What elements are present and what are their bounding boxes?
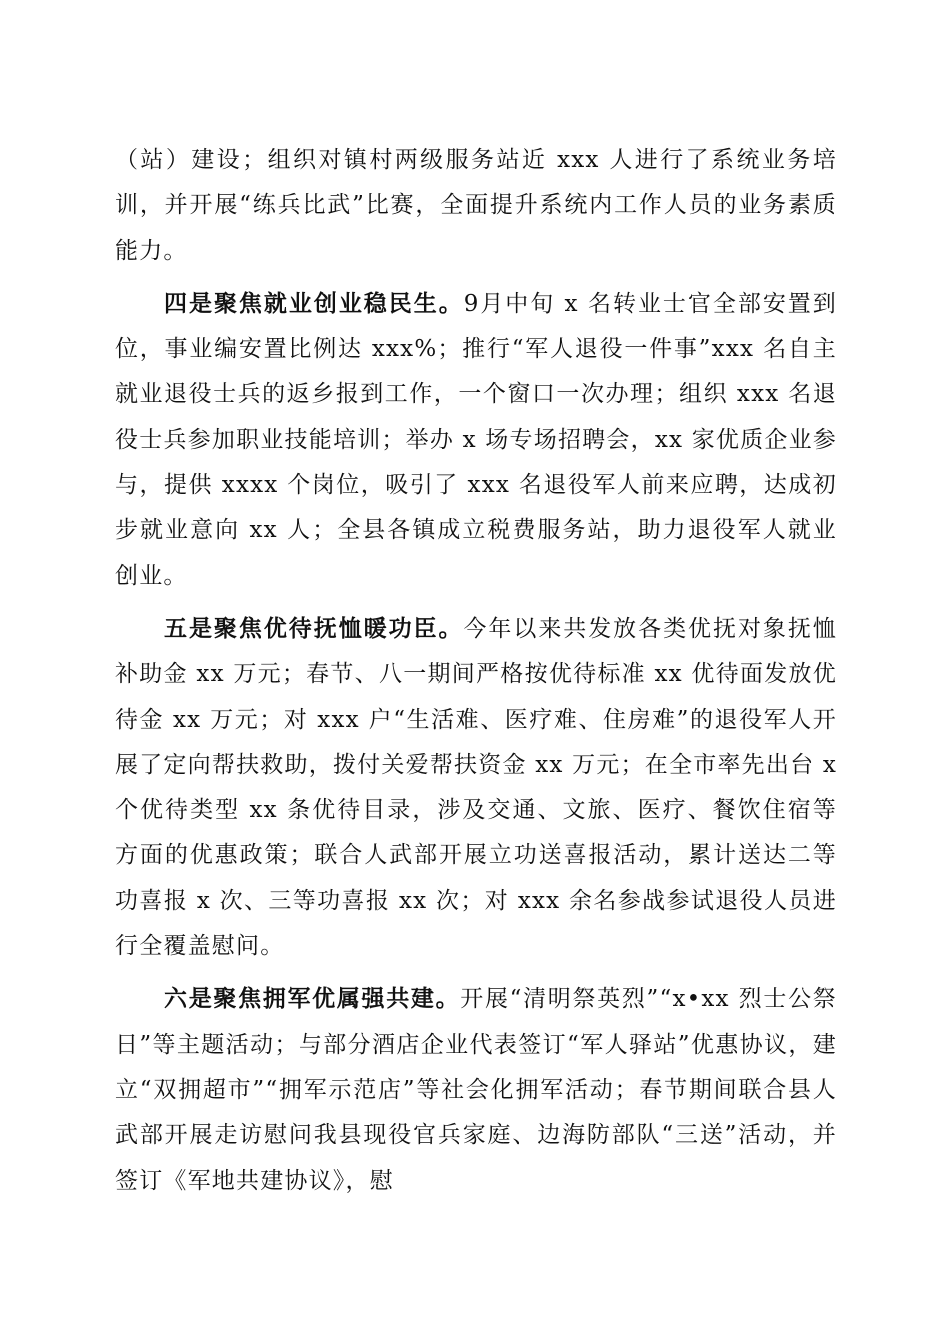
paragraph-continuation [115,138,837,274]
paragraph-employment [115,281,837,599]
paragraph-military-support [115,976,837,1203]
paragraph-preferential-treatment [115,606,837,969]
paragraph-heading: 六是聚焦拥军优属强共建。 [164,985,461,1013]
paragraph-text: （站）建设；组织对镇村两级服务站近 xxx 人进行了系统业务培训，并开展“练兵比武”比赛，全面提升系统内工作人员的业务素质能力。 [115,147,837,264]
document-body [115,138,837,1211]
paragraph-heading: 四是聚焦就业创业稳民生。 [164,289,464,317]
paragraph-heading: 五是聚焦优待抚恤暖功臣。 [164,614,464,642]
paragraph-text: 9月中旬 x 名转业士官全部安置到位，事业编安置比例达 xxx%；推行“军人退役一件事”xxx 名自主就业退役士兵的返乡报到工作，一个窗口一次办理；组织 xxx 名退役士兵参加职业技能培训；举办 x 场专场招聘会，xx 家优质企业参与，提供 xxxx 个岗位，吸引了 xxx 名退役军人前来应聘，达成初步就业意向 xx 人；全县各镇成立税费服务站，助力退役军人就业创业。 [115,290,837,589]
paragraph-text: 今年以来共发放各类优抚对象抚恤补助金 xx 万元；春节、八一期间严格按优待标准 xx 优待面发放优待金 xx 万元；对 xxx 户“生活难、医疗难、住房难”的退役军人开展了定向帮扶救助，拨付关爱帮扶资金 xx 万元；在全市率先出台 x 个优待类型 xx 条优待目录，涉及交通、文旅、医疗、餐饮住宿等方面的优惠政策；联合人武部开展立功送喜报活动，累计送达二等功喜报 x 次、三等功喜报 xx 次；对 xxx 余名参战参试退役人员进行全覆盖慰问。 [115,615,838,960]
paragraph-text: 开展“清明祭英烈”“x•xx 烈士公祭日”等主题活动；与部分酒店企业代表签订“军人驿站”优惠协议，建立“双拥超市”“拥军示范店”等社会化拥军活动；春节期间联合县人武部开展走访慰问我县现役官兵家庭、边海防部队“三送”活动，并签订《军地共建协议》，慰 [115,986,837,1194]
